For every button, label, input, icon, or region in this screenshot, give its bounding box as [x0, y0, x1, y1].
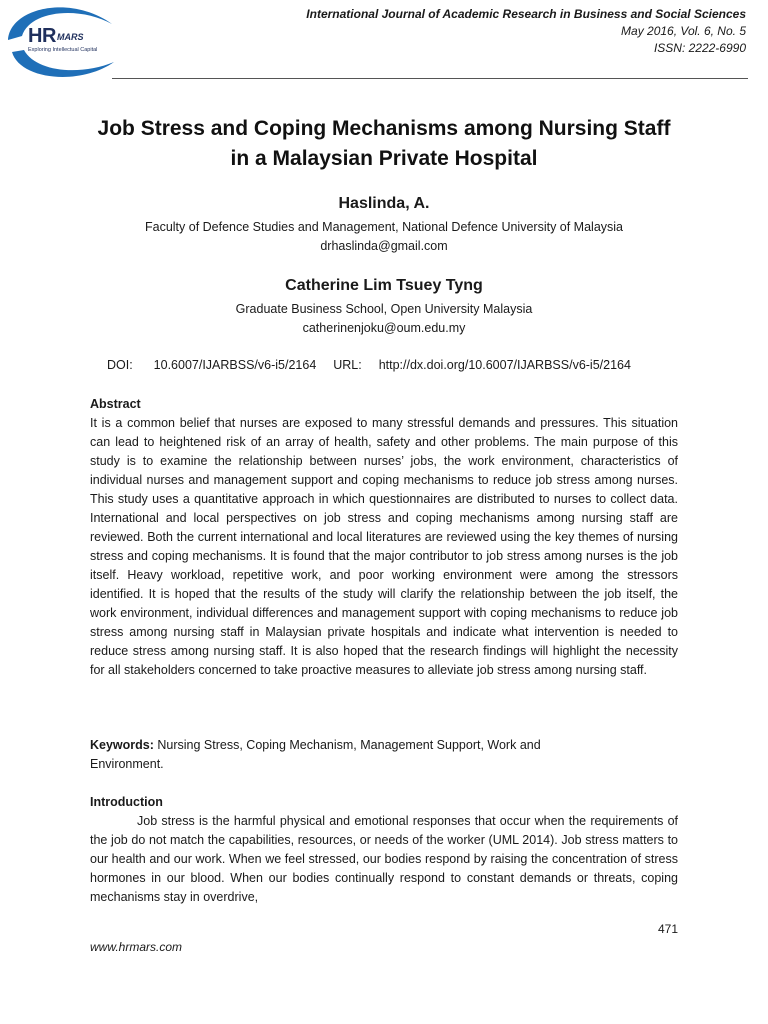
title-line-1: Job Stress and Coping Mechanisms among Nursing Staff: [97, 117, 671, 140]
introduction-section: [90, 793, 678, 907]
journal-issn: ISSN: 2222-6990: [653, 41, 746, 55]
author-2-details: [40, 300, 728, 338]
author-2-name: Catherine Lim Tsuey Tyng: [285, 277, 483, 294]
author-1-details: [40, 218, 728, 256]
author-2-email: catherinenjoku@oum.edu.my: [302, 321, 466, 335]
journal-header: [306, 6, 746, 57]
url-link[interactable]: http://dx.doi.org/10.6007/IJARBSS/v6-i5/2164: [378, 358, 631, 372]
introduction-heading: Introduction: [90, 795, 163, 809]
introduction-text: Job stress is the harmful physical and emotional responses that occur when the requirements of the job do not match the capabilities, resources, or needs of the worker (UML 2014). Job stress matters to our health and our work. When we feel stressed, our bodies respond by raising the concentration of stress hormones in our blood. When our bodies continually respond to constant demands or threats, coping mechanisms stay in overdrive,: [90, 814, 678, 904]
abstract-section: [90, 395, 678, 680]
url-label: URL:: [333, 358, 362, 372]
author-1-email: drhaslinda@gmail.com: [320, 239, 448, 253]
doi-line: [107, 358, 631, 372]
footer-website-link[interactable]: www.hrmars.com: [90, 940, 183, 954]
author-2-affiliation: Graduate Business School, Open University Malaysia: [235, 302, 533, 316]
title-line-2: in a Malaysian Private Hospital: [230, 147, 538, 170]
author-1-name: Haslinda, A.: [338, 195, 430, 212]
paper-title: [40, 114, 728, 174]
author-1-affiliation: Faculty of Defence Studies and Management, National Defence University of Malaysia: [144, 220, 624, 234]
keywords-line-1: Nursing Stress, Coping Mechanism, Management Support, Work and: [157, 738, 541, 752]
abstract-heading: Abstract: [90, 397, 141, 411]
logo-mars-text: MARS: [57, 32, 84, 42]
journal-issue: May 2016, Vol. 6, No. 5: [621, 24, 746, 38]
doi-label: DOI:: [107, 358, 133, 372]
journal-name: International Journal of Academic Research in Business and Social Sciences: [306, 7, 746, 21]
doi-value[interactable]: 10.6007/IJARBSS/v6-i5/2164: [153, 358, 317, 372]
keywords-line-2: Environment.: [90, 757, 164, 771]
keywords-label: Keywords:: [90, 738, 154, 752]
abstract-text: It is a common belief that nurses are exposed to many stressful demands and pressures. This situation can lead to heightened risk of an array of health, safety and other problems. The main purpose of this study is to examine the relationship between nurses’ jobs, the work environment, characteristics of individual nurses and management support and coping mechanisms to reduce job stress among nurses. This study uses a quantitative approach in which questionnaires are distributed to nurses to collect data. International and local perspectives on job stress and coping mechanisms among nursing staff are reviewed. Both the current international and local literatures are reviewed using the key themes of nursing stress and coping mechanisms. It is found that the major contributor to job stress among nurses is the job itself. Heavy workload, repetitive work, and poor working environment were among the stressors identified. It is hoped that the results of the study will clarify the relationship between the job itself, the work environment, individual differences and management support with coping mechanisms to reduce job stress among nursing staff in Malaysian private hospitals and indicate what intervention is needed to reduce stress among nursing staff. It is also hoped that the research findings will highlight the necessity for all stakeholders concerned to take proactive measures to alleviate job stress among nursing staff.: [90, 416, 678, 677]
page-number: 471: [657, 922, 678, 936]
keywords-section: [90, 736, 678, 774]
header-divider: [112, 78, 748, 79]
logo-hr-text: HR: [28, 25, 56, 47]
hrmars-logo: [0, 0, 120, 82]
logo-tagline: Exploring Intellectual Capital: [28, 47, 98, 53]
